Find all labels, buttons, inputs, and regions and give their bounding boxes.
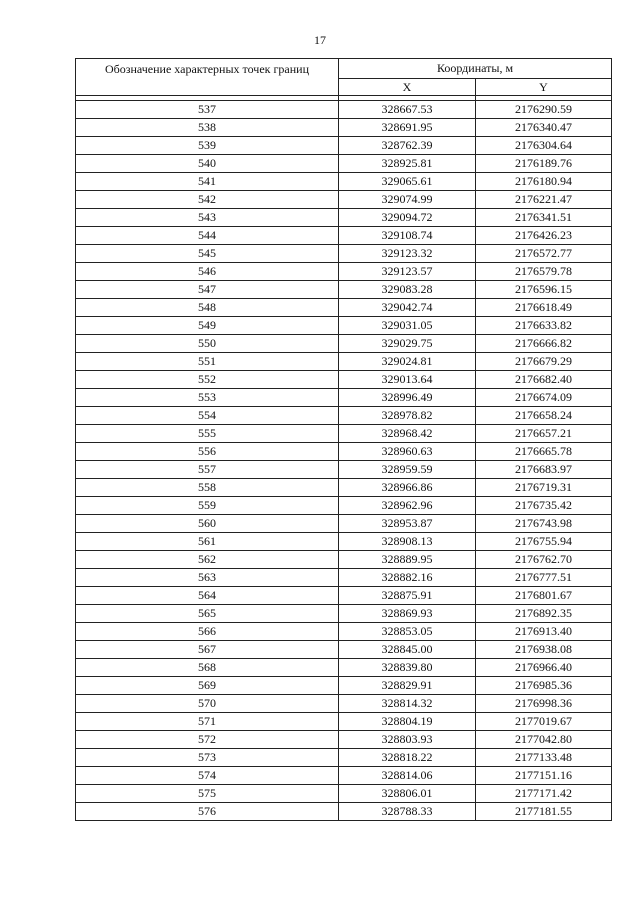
table-row — [76, 659, 612, 677]
y-coordinate-cell: 2176985.36 — [476, 677, 612, 695]
y-coordinate-cell: 2176682.40 — [476, 371, 612, 389]
table-row — [76, 137, 612, 155]
table-row — [76, 317, 612, 335]
y-coordinate-cell: 2176304.64 — [476, 137, 612, 155]
x-coordinate-cell: 329042.74 — [339, 299, 476, 317]
table-row — [76, 569, 612, 587]
y-coordinate-cell: 2176892.35 — [476, 605, 612, 623]
table-row — [76, 497, 612, 515]
table-row — [76, 749, 612, 767]
table-row — [76, 695, 612, 713]
y-coordinate-cell: 2176657.21 — [476, 425, 612, 443]
point-cell: 562 — [76, 551, 339, 569]
y-coordinate-cell: 2176658.24 — [476, 407, 612, 425]
point-cell: 548 — [76, 299, 339, 317]
point-cell: 564 — [76, 587, 339, 605]
y-coordinate-cell: 2177042.80 — [476, 731, 612, 749]
y-coordinate-cell: 2177171.42 — [476, 785, 612, 803]
point-cell: 561 — [76, 533, 339, 551]
x-coordinate-cell: 329029.75 — [339, 335, 476, 353]
table-row — [76, 281, 612, 299]
point-cell: 571 — [76, 713, 339, 731]
y-coordinate-cell: 2176665.78 — [476, 443, 612, 461]
point-cell: 542 — [76, 191, 339, 209]
point-cell: 568 — [76, 659, 339, 677]
y-coordinate-cell: 2177019.67 — [476, 713, 612, 731]
x-column-header: X — [339, 79, 476, 96]
y-coordinate-cell: 2176618.49 — [476, 299, 612, 317]
table-row — [76, 623, 612, 641]
point-cell: 560 — [76, 515, 339, 533]
x-coordinate-cell: 328829.91 — [339, 677, 476, 695]
table-row — [76, 299, 612, 317]
point-cell: 538 — [76, 119, 339, 137]
x-coordinate-cell: 328853.05 — [339, 623, 476, 641]
y-coordinate-cell: 2176341.51 — [476, 209, 612, 227]
point-cell: 569 — [76, 677, 339, 695]
y-column-header: Y — [476, 79, 612, 96]
x-coordinate-cell: 329031.05 — [339, 317, 476, 335]
x-coordinate-cell: 328814.32 — [339, 695, 476, 713]
y-coordinate-cell: 2176719.31 — [476, 479, 612, 497]
table-row — [76, 335, 612, 353]
point-cell: 543 — [76, 209, 339, 227]
x-coordinate-cell: 329074.99 — [339, 191, 476, 209]
y-coordinate-cell: 2176426.23 — [476, 227, 612, 245]
table-row — [76, 515, 612, 533]
x-coordinate-cell: 328839.80 — [339, 659, 476, 677]
x-coordinate-cell: 328803.93 — [339, 731, 476, 749]
table-row — [76, 731, 612, 749]
y-coordinate-cell: 2176801.67 — [476, 587, 612, 605]
point-cell: 547 — [76, 281, 339, 299]
y-coordinate-cell: 2176674.09 — [476, 389, 612, 407]
table-row — [76, 587, 612, 605]
y-coordinate-cell: 2176221.47 — [476, 191, 612, 209]
x-coordinate-cell: 328996.49 — [339, 389, 476, 407]
table-row — [76, 209, 612, 227]
table-row — [76, 263, 612, 281]
y-coordinate-cell: 2176679.29 — [476, 353, 612, 371]
point-cell: 545 — [76, 245, 339, 263]
y-coordinate-cell: 2176683.97 — [476, 461, 612, 479]
table-row — [76, 461, 612, 479]
point-cell: 573 — [76, 749, 339, 767]
point-cell: 549 — [76, 317, 339, 335]
x-coordinate-cell: 328953.87 — [339, 515, 476, 533]
table-row — [76, 551, 612, 569]
x-coordinate-cell: 328814.06 — [339, 767, 476, 785]
table-row — [76, 407, 612, 425]
y-coordinate-cell: 2176998.36 — [476, 695, 612, 713]
point-cell: 565 — [76, 605, 339, 623]
x-coordinate-cell: 328962.96 — [339, 497, 476, 515]
point-cell: 572 — [76, 731, 339, 749]
table-row — [76, 533, 612, 551]
point-cell: 537 — [76, 101, 339, 119]
x-coordinate-cell: 329083.28 — [339, 281, 476, 299]
y-coordinate-cell: 2176743.98 — [476, 515, 612, 533]
y-coordinate-cell: 2176666.82 — [476, 335, 612, 353]
x-coordinate-cell: 329065.61 — [339, 173, 476, 191]
point-cell: 556 — [76, 443, 339, 461]
y-coordinate-cell: 2177133.48 — [476, 749, 612, 767]
x-coordinate-cell: 328788.33 — [339, 803, 476, 821]
x-coordinate-cell: 328978.82 — [339, 407, 476, 425]
x-coordinate-cell: 328804.19 — [339, 713, 476, 731]
table-row — [76, 227, 612, 245]
y-coordinate-cell: 2176966.40 — [476, 659, 612, 677]
y-coordinate-cell: 2176340.47 — [476, 119, 612, 137]
x-coordinate-cell: 328908.13 — [339, 533, 476, 551]
x-coordinate-cell: 328691.95 — [339, 119, 476, 137]
point-cell: 551 — [76, 353, 339, 371]
table-row — [76, 803, 612, 821]
y-coordinate-cell: 2176579.78 — [476, 263, 612, 281]
table-row — [76, 785, 612, 803]
y-coordinate-cell: 2176596.15 — [476, 281, 612, 299]
table-row — [76, 173, 612, 191]
table-row — [76, 245, 612, 263]
table-row — [76, 155, 612, 173]
y-coordinate-cell: 2176290.59 — [476, 101, 612, 119]
table-row — [76, 713, 612, 731]
point-cell: 552 — [76, 371, 339, 389]
table-row — [76, 641, 612, 659]
point-cell: 558 — [76, 479, 339, 497]
point-cell: 550 — [76, 335, 339, 353]
table-row — [76, 425, 612, 443]
point-cell: 574 — [76, 767, 339, 785]
table-row — [76, 101, 612, 119]
table-row — [76, 767, 612, 785]
coordinates-table — [75, 58, 612, 821]
x-coordinate-cell: 328959.59 — [339, 461, 476, 479]
x-coordinate-cell: 328882.16 — [339, 569, 476, 587]
page-number: 17 — [314, 33, 326, 47]
point-cell: 557 — [76, 461, 339, 479]
x-coordinate-cell: 328845.00 — [339, 641, 476, 659]
table-row — [76, 191, 612, 209]
y-coordinate-cell: 2176938.08 — [476, 641, 612, 659]
x-coordinate-cell: 329013.64 — [339, 371, 476, 389]
x-coordinate-cell: 328960.63 — [339, 443, 476, 461]
x-coordinate-cell: 329094.72 — [339, 209, 476, 227]
point-cell: 554 — [76, 407, 339, 425]
x-coordinate-cell: 328875.91 — [339, 587, 476, 605]
point-cell: 576 — [76, 803, 339, 821]
coordinates-column-header: Координаты, м — [339, 59, 612, 79]
x-coordinate-cell: 329123.57 — [339, 263, 476, 281]
point-cell: 566 — [76, 623, 339, 641]
y-coordinate-cell: 2176180.94 — [476, 173, 612, 191]
point-cell: 555 — [76, 425, 339, 443]
x-coordinate-cell: 328968.42 — [339, 425, 476, 443]
point-cell: 575 — [76, 785, 339, 803]
x-coordinate-cell: 328889.95 — [339, 551, 476, 569]
x-coordinate-cell: 328667.53 — [339, 101, 476, 119]
table-row — [76, 353, 612, 371]
point-cell: 541 — [76, 173, 339, 191]
y-coordinate-cell: 2177181.55 — [476, 803, 612, 821]
x-coordinate-cell: 328966.86 — [339, 479, 476, 497]
x-coordinate-cell: 328806.01 — [339, 785, 476, 803]
table-row — [76, 389, 612, 407]
point-cell: 546 — [76, 263, 339, 281]
y-coordinate-cell: 2176762.70 — [476, 551, 612, 569]
x-coordinate-cell: 329123.32 — [339, 245, 476, 263]
point-cell: 540 — [76, 155, 339, 173]
y-coordinate-cell: 2176189.76 — [476, 155, 612, 173]
table-row — [76, 119, 612, 137]
point-cell: 553 — [76, 389, 339, 407]
point-cell: 563 — [76, 569, 339, 587]
header-row — [76, 59, 612, 79]
y-coordinate-cell: 2176777.51 — [476, 569, 612, 587]
x-coordinate-cell: 329024.81 — [339, 353, 476, 371]
table-row — [76, 605, 612, 623]
y-coordinate-cell: 2176755.94 — [476, 533, 612, 551]
y-coordinate-cell: 2176735.42 — [476, 497, 612, 515]
x-coordinate-cell: 328925.81 — [339, 155, 476, 173]
x-coordinate-cell: 328762.39 — [339, 137, 476, 155]
point-cell: 567 — [76, 641, 339, 659]
table-row — [76, 479, 612, 497]
y-coordinate-cell: 2176633.82 — [476, 317, 612, 335]
y-coordinate-cell: 2176913.40 — [476, 623, 612, 641]
table-body — [76, 96, 612, 821]
y-coordinate-cell: 2177151.16 — [476, 767, 612, 785]
x-coordinate-cell: 328818.22 — [339, 749, 476, 767]
table-header — [76, 59, 612, 96]
point-cell: 539 — [76, 137, 339, 155]
x-coordinate-cell: 328869.93 — [339, 605, 476, 623]
x-coordinate-cell: 329108.74 — [339, 227, 476, 245]
point-cell: 559 — [76, 497, 339, 515]
point-cell: 570 — [76, 695, 339, 713]
table-row — [76, 443, 612, 461]
point-cell: 544 — [76, 227, 339, 245]
y-coordinate-cell: 2176572.77 — [476, 245, 612, 263]
table-row — [76, 677, 612, 695]
points-column-header: Обозначение характерных точек границ — [76, 59, 339, 96]
table-row — [76, 371, 612, 389]
